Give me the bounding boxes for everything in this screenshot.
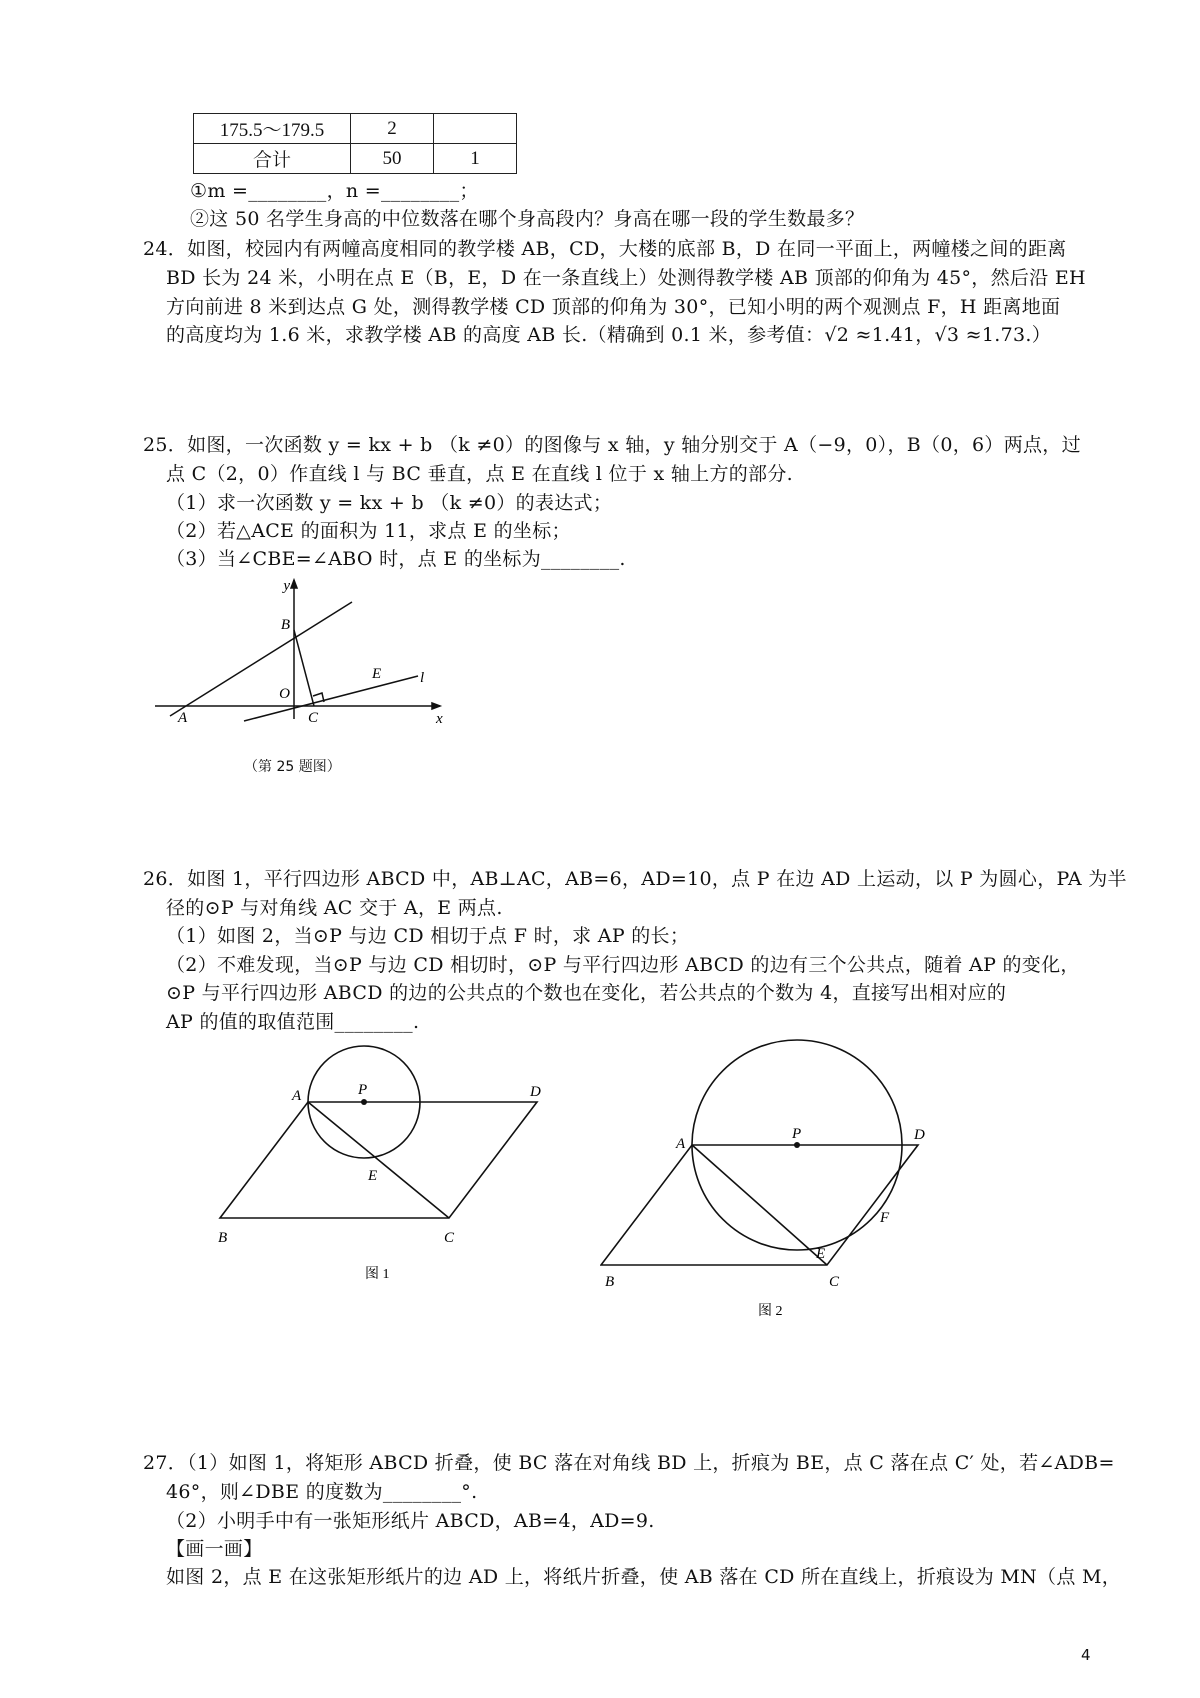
table-cell: 175.5～179.5 — [194, 114, 351, 144]
y-axis-arrow — [291, 580, 297, 588]
q27-line-4: 【画一画】 — [166, 1538, 263, 1560]
frequency-table — [193, 113, 517, 174]
q26-figure-1 — [200, 1030, 570, 1280]
q23-line-2: ②这 50 名学生身高的中位数落在哪个身高段内？身高在哪一段的学生数最多？ — [190, 208, 865, 230]
table-row — [194, 114, 517, 144]
segment-bc — [294, 630, 314, 706]
q26-line-3: （1）如图 2，当⊙P 与边 CD 相切于点 F 时，求 AP 的长； — [166, 925, 690, 947]
q27-line-5: 如图 2，点 E 在这张矩形纸片的边 AD 上，将纸片折叠，使 AB 落在 CD 所在直线上，折痕设为 MN（点 M， — [166, 1566, 1122, 1588]
q26-line-4: （2）不难发现，当⊙P 与边 CD 相切时，⊙P 与平行四边形 ABCD 的边有三个公共点，随着 AP 的变化， — [166, 954, 1080, 976]
label-b: B — [280, 617, 290, 633]
line-ab — [170, 602, 352, 716]
label-b: B — [605, 1274, 615, 1290]
table-row — [194, 144, 517, 174]
q24-line-1: 24．如图，校园内有两幢高度相同的教学楼 AB，CD，大楼的底部 B，D 在同一平面上，两幢楼之间的距离 — [143, 238, 1067, 260]
label-f: F — [880, 1210, 890, 1226]
point-p — [361, 1099, 367, 1105]
q23-line-1: ①m =________，n =________； — [190, 180, 479, 202]
label-o: O — [279, 686, 290, 702]
q27-line-2: 46°，则∠DBE 的度数为________°. — [166, 1481, 478, 1503]
q25-figure — [150, 578, 470, 723]
label-l: l — [420, 670, 425, 686]
label-e: E — [368, 1168, 378, 1184]
q24-line-4: 的高度均为 1.6 米，求教学楼 AB 的高度 AB 长.（精确到 0.1 米，参考值：√2 ≈1.41，√3 ≈1.73.） — [166, 324, 1052, 346]
q26-line-1: 26．如图 1，平行四边形 ABCD 中，AB⊥AC，AB=6，AD=10，点 P 在边 AD 上运动，以 P 为圆心，PA 为半 — [143, 868, 1127, 890]
q26-line-5: ⊙P 与平行四边形 ABCD 的边的公共点的个数也在变化，若公共点的个数为 4，直接写出相对应的 — [166, 982, 1007, 1004]
q27-line-3: （2）小明手中有一张矩形纸片 ABCD，AB=4，AD=9. — [166, 1510, 655, 1532]
line-l — [244, 676, 418, 721]
x-axis-arrow — [432, 703, 440, 709]
q26-line-6: AP 的值的取值范围________. — [166, 1011, 420, 1033]
label-p: P — [358, 1082, 368, 1098]
table-cell: 2 — [351, 114, 434, 144]
label-c: C — [444, 1230, 455, 1246]
diagonal-ac — [692, 1145, 827, 1265]
q25-figure-caption: （第 25 题图） — [244, 759, 341, 775]
label-e: E — [372, 666, 382, 682]
label-e: E — [816, 1246, 826, 1262]
label-a: A — [178, 710, 188, 723]
label-c: C — [308, 710, 319, 723]
q26-line-2: 径的⊙P 与对角线 AC 交于 A，E 两点. — [166, 897, 503, 919]
label-p: P — [792, 1126, 802, 1142]
diagonal-ac — [308, 1102, 449, 1218]
q24-line-3: 方向前进 8 米到达点 G 处，测得教学楼 CD 顶部的仰角为 30°，已知小明的两个观测点 F，H 距离地面 — [166, 296, 1061, 318]
q24-line-2: BD 长为 24 米，小明在点 E（B，E，D 在一条直线上）处测得教学楼 AB 顶部的仰角为 45°，然后沿 EH — [166, 267, 1086, 289]
table-cell: 50 — [351, 144, 434, 174]
table-cell — [434, 114, 517, 144]
point-p — [794, 1142, 800, 1148]
q25-line-4: （2）若△ACE 的面积为 11，求点 E 的坐标； — [166, 520, 571, 542]
label-y: y — [283, 578, 290, 594]
q25-line-5: （3）当∠CBE=∠ABO 时，点 E 的坐标为________. — [166, 548, 626, 570]
label-a: A — [292, 1088, 302, 1104]
q25-line-3: （1）求一次函数 y = kx + b （k ≠0）的表达式； — [166, 492, 613, 514]
q25-line-2: 点 C（2，0）作直线 l 与 BC 垂直，点 E 在直线 l 位于 x 轴上方的部分. — [166, 463, 793, 485]
q26-figure-2 — [600, 1030, 940, 1320]
table-cell: 合计 — [194, 144, 351, 174]
label-x: x — [436, 711, 443, 723]
label-d: D — [530, 1084, 541, 1100]
caption-fig2: 图 2 — [758, 1304, 783, 1319]
q25-line-1: 25．如图，一次函数 y = kx + b （k ≠0）的图像与 x 轴，y 轴分别交于 A（−9，0），B（0，6）两点，过 — [143, 434, 1081, 456]
label-d: D — [914, 1127, 925, 1143]
page-number: 4 — [1081, 1646, 1091, 1664]
caption-fig1: 图 1 — [365, 1267, 390, 1280]
q27-line-1: 27．（1）如图 1，将矩形 ABCD 折叠，使 BC 落在对角线 BD 上，折痕为 BE，点 C 落在点 C′ 处，若∠ADB= — [143, 1452, 1115, 1474]
label-c: C — [829, 1274, 840, 1290]
table-cell: 1 — [434, 144, 517, 174]
label-a: A — [676, 1136, 686, 1152]
label-b: B — [218, 1230, 228, 1246]
